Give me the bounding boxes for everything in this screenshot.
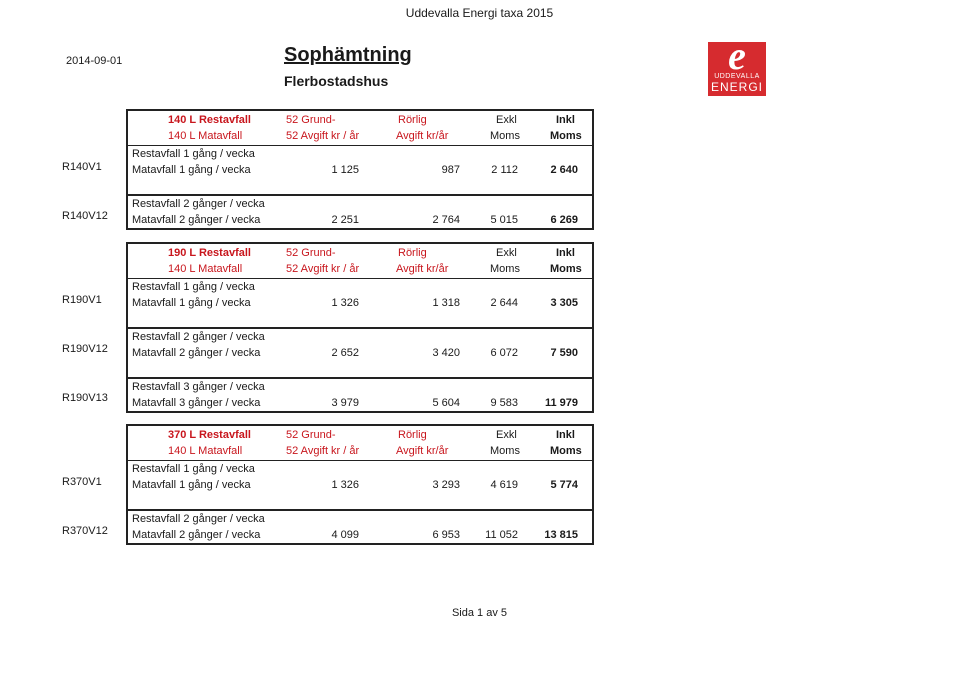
grund-header-1: 52 Grund- bbox=[286, 114, 336, 126]
row-rest-label: Restavfall 1 gång / vecka bbox=[132, 281, 255, 293]
rorlig-value: 3 420 bbox=[432, 347, 460, 359]
inkl-header-1: Inkl bbox=[556, 247, 575, 259]
page-subtitle: Flerbostadshus bbox=[284, 73, 389, 89]
grund-header-2: 52 Avgift kr / år bbox=[286, 263, 360, 275]
inkl-header-2: Moms bbox=[550, 445, 582, 457]
row-mat-label: Matavfall 1 gång / vecka bbox=[132, 164, 251, 176]
rest-size-label: 190 L Restavfall bbox=[168, 247, 251, 259]
grund-header-2: 52 Avgift kr / år bbox=[286, 130, 360, 142]
logo-letter: e bbox=[728, 33, 746, 78]
row-rest-label: Restavfall 2 gånger / vecka bbox=[132, 513, 265, 525]
rorlig-header-2: Avgift kr/år bbox=[396, 263, 449, 275]
inkl-value: 2 640 bbox=[550, 164, 578, 176]
inkl-value: 5 774 bbox=[550, 479, 578, 491]
rest-size-label: 370 L Restavfall bbox=[168, 429, 251, 441]
table-header bbox=[128, 111, 592, 145]
inkl-value: 3 305 bbox=[550, 297, 578, 309]
grund-value: 1 326 bbox=[331, 297, 359, 309]
rorlig-value: 2 764 bbox=[432, 214, 460, 226]
logo-line1: UDDEVALLA bbox=[714, 73, 760, 80]
row-code: R370V12 bbox=[62, 525, 108, 537]
exkl-header-1: Exkl bbox=[496, 429, 517, 441]
table-row bbox=[128, 327, 592, 361]
grund-value: 2 251 bbox=[331, 214, 359, 226]
row-mat-label: Matavfall 3 gånger / vecka bbox=[132, 397, 261, 409]
table-row bbox=[128, 278, 592, 311]
inkl-header-1: Inkl bbox=[556, 114, 575, 126]
inkl-header-2: Moms bbox=[550, 263, 582, 275]
rorlig-header-2: Avgift kr/år bbox=[396, 445, 449, 457]
page-title: Sophämtning bbox=[284, 44, 412, 66]
rorlig-header-2: Avgift kr/år bbox=[396, 130, 449, 142]
table-row bbox=[128, 377, 592, 411]
rorlig-value: 6 953 bbox=[432, 529, 460, 541]
rorlig-header-1: Rörlig bbox=[398, 114, 427, 126]
exkl-value: 9 583 bbox=[490, 397, 518, 409]
grund-value: 1 326 bbox=[331, 479, 359, 491]
row-code: R190V12 bbox=[62, 343, 108, 355]
exkl-value: 4 619 bbox=[490, 479, 518, 491]
page-number: Sida 1 av 5 bbox=[451, 607, 508, 619]
row-mat-label: Matavfall 1 gång / vecka bbox=[132, 297, 251, 309]
document-header: Uddevalla Energi taxa 2015 bbox=[405, 6, 554, 20]
price-table-190 bbox=[126, 242, 594, 413]
rorlig-header-1: Rörlig bbox=[398, 247, 427, 259]
mat-size-label: 140 L Matavfall bbox=[168, 130, 243, 142]
table-row bbox=[128, 509, 592, 543]
row-rest-label: Restavfall 1 gång / vecka bbox=[132, 148, 255, 160]
table-row bbox=[128, 145, 592, 178]
row-rest-label: Restavfall 2 gånger / vecka bbox=[132, 198, 265, 210]
table-header bbox=[128, 426, 592, 460]
grund-value: 1 125 bbox=[331, 164, 359, 176]
exkl-header-2: Moms bbox=[490, 263, 520, 275]
row-mat-label: Matavfall 1 gång / vecka bbox=[132, 479, 251, 491]
row-rest-label: Restavfall 3 gånger / vecka bbox=[132, 381, 265, 393]
mat-size-label: 140 L Matavfall bbox=[168, 263, 243, 275]
exkl-value: 2 644 bbox=[490, 297, 518, 309]
exkl-header-1: Exkl bbox=[496, 114, 517, 126]
price-table-370 bbox=[126, 424, 594, 545]
exkl-value: 5 015 bbox=[490, 214, 518, 226]
row-rest-label: Restavfall 2 gånger / vecka bbox=[132, 331, 265, 343]
price-table-140 bbox=[126, 109, 594, 230]
inkl-value: 6 269 bbox=[550, 214, 578, 226]
row-code: R370V1 bbox=[62, 476, 102, 488]
inkl-value: 7 590 bbox=[550, 347, 578, 359]
exkl-header-1: Exkl bbox=[496, 247, 517, 259]
document-date: 2014-09-01 bbox=[66, 55, 123, 67]
row-code: R140V12 bbox=[62, 210, 108, 222]
grund-value: 4 099 bbox=[331, 529, 359, 541]
row-mat-label: Matavfall 2 gånger / vecka bbox=[132, 214, 261, 226]
mat-size-label: 140 L Matavfall bbox=[168, 445, 243, 457]
inkl-header-2: Moms bbox=[550, 130, 582, 142]
rorlig-header-1: Rörlig bbox=[398, 429, 427, 441]
row-mat-label: Matavfall 2 gånger / vecka bbox=[132, 347, 261, 359]
grund-header-1: 52 Grund- bbox=[286, 247, 336, 259]
inkl-value: 13 815 bbox=[544, 529, 578, 541]
grund-header-1: 52 Grund- bbox=[286, 429, 336, 441]
inkl-header-1: Inkl bbox=[556, 429, 575, 441]
row-rest-label: Restavfall 1 gång / vecka bbox=[132, 463, 255, 475]
row-code: R190V1 bbox=[62, 294, 102, 306]
rorlig-value: 1 318 bbox=[432, 297, 460, 309]
row-mat-label: Matavfall 2 gånger / vecka bbox=[132, 529, 261, 541]
inkl-value: 11 979 bbox=[544, 397, 578, 409]
row-code: R140V1 bbox=[62, 161, 102, 173]
table-header bbox=[128, 244, 592, 278]
logo-line2: ENERGI bbox=[710, 80, 763, 94]
grund-value: 3 979 bbox=[331, 397, 359, 409]
table-row bbox=[128, 460, 592, 493]
rorlig-value: 3 293 bbox=[432, 479, 460, 491]
exkl-header-2: Moms bbox=[490, 445, 520, 457]
grund-value: 2 652 bbox=[331, 347, 359, 359]
rest-size-label: 140 L Restavfall bbox=[168, 114, 251, 126]
exkl-value: 11 052 bbox=[485, 529, 518, 541]
exkl-value: 2 112 bbox=[491, 164, 518, 176]
exkl-header-2: Moms bbox=[490, 130, 520, 142]
grund-header-2: 52 Avgift kr / år bbox=[286, 445, 360, 457]
rorlig-value: 987 bbox=[441, 164, 460, 176]
table-row bbox=[128, 194, 592, 228]
company-logo bbox=[708, 33, 766, 96]
exkl-value: 6 072 bbox=[490, 347, 518, 359]
rorlig-value: 5 604 bbox=[432, 397, 460, 409]
row-code: R190V13 bbox=[62, 392, 108, 404]
